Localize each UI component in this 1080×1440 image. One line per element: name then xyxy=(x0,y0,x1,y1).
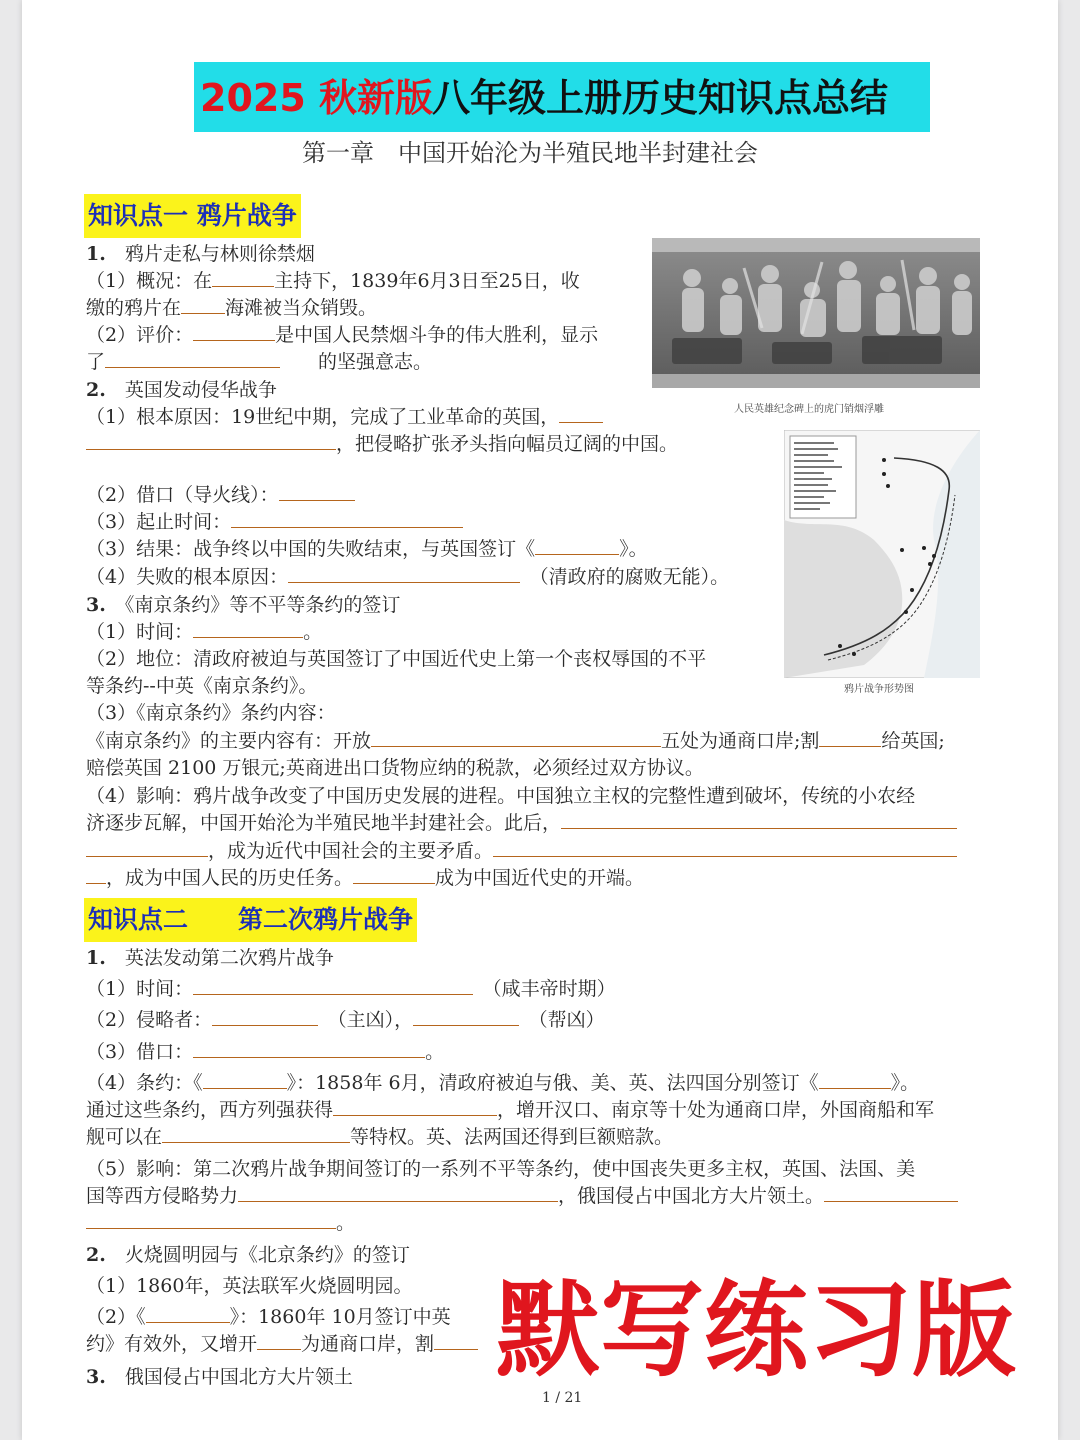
blank[interactable] xyxy=(162,1124,350,1143)
blank[interactable] xyxy=(212,1007,318,1026)
blank[interactable] xyxy=(193,619,303,638)
figure1-caption: 人民英雄纪念碑上的虎门销烟浮雕 xyxy=(734,404,884,415)
blank[interactable] xyxy=(434,1331,478,1350)
kp2-line6: 舰可以在 等特权。英、法两国还得到巨额赔款。 xyxy=(86,1126,674,1148)
kp2-line7: （5）影响：第二次鸦片战争期间签订的一系列不平等条约，使中国丧失更多主权，英国、法国、美 xyxy=(86,1158,916,1180)
relief-sculpture-illustration xyxy=(652,238,980,388)
kp2-section2-heading: 2. 火烧圆明园与《北京条约》的签订 xyxy=(86,1244,410,1266)
kp1-line17: （4）影响：鸦片战争改变了中国历史发展的进程。中国独立主权的完整性遭到破坏，传统的小农经 xyxy=(86,785,916,807)
war-situation-map xyxy=(784,430,980,678)
kp1-line6: ，把侵略扩张矛头指向幅员辽阔的中国。 xyxy=(86,431,678,457)
blank[interactable] xyxy=(86,1210,336,1229)
figure2-caption: 鸦片战争形势图 xyxy=(844,684,914,695)
blank[interactable] xyxy=(105,349,280,368)
kp2-section3-heading: 3. 俄国侵占中国北方大片领土 xyxy=(86,1366,353,1388)
dictation-practice-overlay xyxy=(488,1262,1068,1392)
kp1-line8: （3）起止时间： xyxy=(86,509,463,535)
kp2-line5: 通过这些条约，西方列强获得 ，增开汉口、南京等十处为通商口岸，外国商船和军 xyxy=(86,1099,935,1121)
kp1-line15: 《南京条约》的主要内容有：开放 五处为通商口岸;割 给英国; xyxy=(86,730,945,752)
blank[interactable] xyxy=(212,268,274,287)
page-number: 1 / 21 xyxy=(542,1390,583,1406)
kp2-line2: （2）侵略者： （主凶）， （帮凶） xyxy=(86,1009,605,1031)
kp1-line11: （1）时间： 。 xyxy=(86,621,323,643)
kp2-line8: 国等西方侵略势力 ，俄国侵占中国北方大片领土。 xyxy=(86,1183,958,1209)
kp1-line12: （2）地位：清政府被迫与英国签订了中国近代史上第一个丧权辱国的不平 xyxy=(86,648,707,670)
kp1-line18: 济逐步瓦解，中国开始沦为半殖民地半封建社会。此后， xyxy=(86,810,957,836)
overlay-text: 默写练习版 xyxy=(496,1269,1017,1391)
blank[interactable] xyxy=(493,838,957,857)
kp2-section1-heading: 1. 英法发动第二次鸦片战争 xyxy=(86,947,334,969)
chapter-title: 第一章 中国开始沦为半殖民地半封建社会 xyxy=(302,139,758,167)
blank[interactable] xyxy=(86,838,208,857)
kp2-line4: （4）条约：《 》：1858年 6月，清政府被迫与俄、美、英、法四国分别签订《 》。 xyxy=(86,1072,920,1094)
kp1-line4: 了 的坚强意志。 xyxy=(86,351,433,373)
title-main: 八年级上册历史知识点总结 xyxy=(432,76,889,120)
kp2-line12: 约》有效外，又增开 为通商口岸，割 xyxy=(86,1331,478,1357)
kp1-line1: （1）概况：在 主持下，1839年6月3日至25日，收 xyxy=(86,270,580,292)
kp1-line9: （3）结果：战争终以中国的失败结束，与英国签订《 》。 xyxy=(86,538,648,560)
opium-war-map xyxy=(784,430,980,678)
kp1-line20: ，成为中国人民的历史任务。 成为中国近代史的开端。 xyxy=(86,865,644,891)
blank[interactable] xyxy=(819,728,881,747)
humen-relief-image xyxy=(652,238,980,388)
blank[interactable] xyxy=(193,976,473,995)
kp1-line7: （2）借口（导火线）： xyxy=(86,482,355,508)
document-page xyxy=(22,0,1058,1440)
kp1-line3: （2）评价： 是中国人民禁烟斗争的伟大胜利，显示 xyxy=(86,324,599,346)
kp1-heading: 知识点一 鸦片战争 xyxy=(84,194,301,238)
kp1-section1-heading: 1. 鸦片走私与林则徐禁烟 xyxy=(86,243,315,265)
kp2-line3: （3）借口： 。 xyxy=(86,1041,445,1063)
blank[interactable] xyxy=(181,295,225,314)
kp1-line5: （1）根本原因：19世纪中期，完成了工业革命的英国， xyxy=(86,404,603,430)
kp2-line11: （2）《 》：1860年 10月签订中英 xyxy=(86,1306,451,1328)
blank[interactable] xyxy=(193,1039,425,1058)
blank[interactable] xyxy=(413,1007,519,1026)
blank[interactable] xyxy=(371,728,661,747)
kp1-line10: （4）失败的根本原因： （清政府的腐败无能）。 xyxy=(86,566,730,588)
kp1-line14: （3）《南京条约》条约内容： xyxy=(86,702,336,724)
blank[interactable] xyxy=(559,404,603,423)
kp1-line13: 等条约--中英《南京条约》。 xyxy=(86,675,318,697)
blank[interactable] xyxy=(231,509,463,528)
blank[interactable] xyxy=(333,1097,497,1116)
blank[interactable] xyxy=(146,1304,230,1323)
blank[interactable] xyxy=(819,1070,891,1089)
kp1-section2-heading: 2. 英国发动侵华战争 xyxy=(86,379,277,401)
blank[interactable] xyxy=(86,865,106,884)
blank[interactable] xyxy=(288,564,520,583)
blank[interactable] xyxy=(279,482,355,501)
blank[interactable] xyxy=(193,322,275,341)
blank[interactable] xyxy=(238,1183,558,1202)
kp2-line1: （1）时间： （咸丰帝时期） xyxy=(86,978,616,1000)
kp2-line10: （1）1860年，英法联军火烧圆明园。 xyxy=(86,1275,413,1297)
blank[interactable] xyxy=(561,810,957,829)
blank[interactable] xyxy=(257,1331,301,1350)
kp1-line16: 赔偿英国 2100 万银元;英商进出口货物应纳的税款，必须经过双方协议。 xyxy=(86,757,704,779)
blank[interactable] xyxy=(535,536,619,555)
title-year: 2025 秋新版 xyxy=(200,76,433,120)
blank[interactable] xyxy=(86,431,336,450)
kp1-section3-heading: 3. 《南京条约》等不平等条约的签订 xyxy=(86,594,401,616)
kp2-line9: 。 xyxy=(86,1210,355,1236)
kp2-heading: 知识点二 第二次鸦片战争 xyxy=(84,898,417,942)
kp1-line2: 缴的鸦片在 海滩被当众销毁。 xyxy=(86,297,378,319)
blank[interactable] xyxy=(824,1183,958,1202)
kp1-line19: ，成为近代中国社会的主要矛盾。 xyxy=(86,838,957,864)
blank[interactable] xyxy=(203,1070,287,1089)
blank[interactable] xyxy=(353,865,435,884)
